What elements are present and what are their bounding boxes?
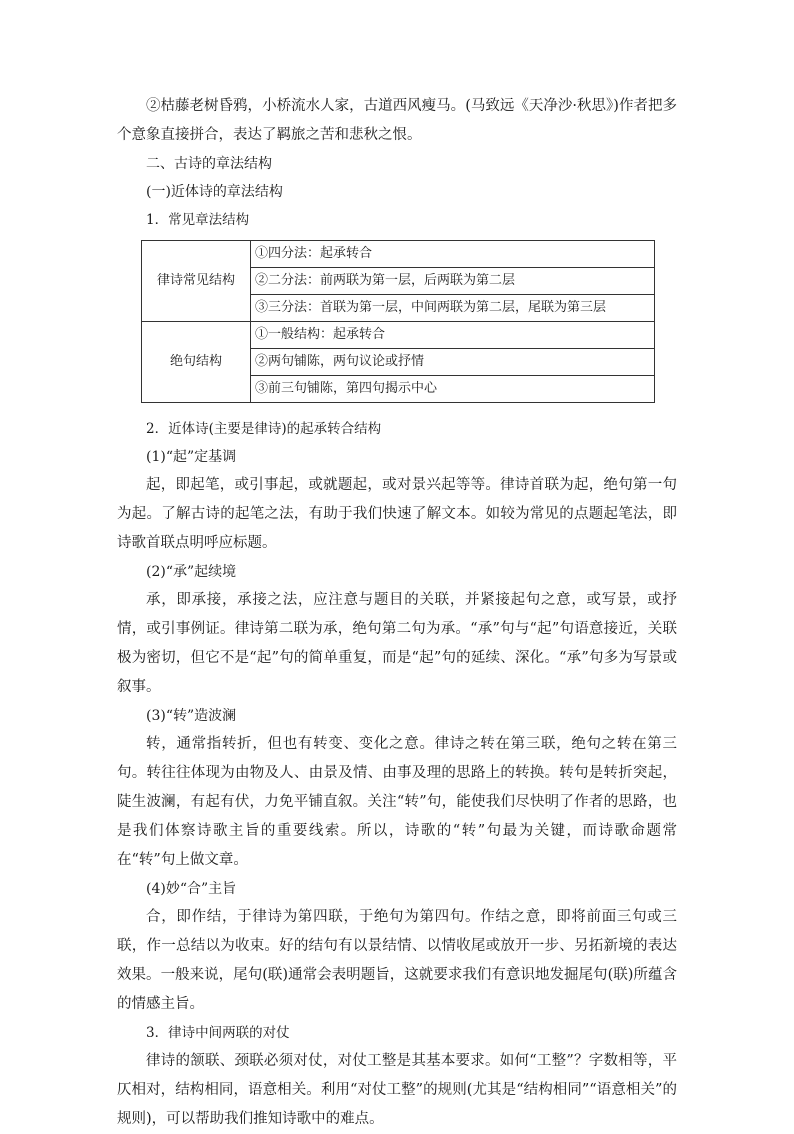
document-body [117, 92, 677, 1134]
table-cell: ②两句铺陈，两句议论或抒情 [251, 349, 655, 376]
item-heading-1: 1．常见章法结构 [146, 212, 250, 228]
subsection-heading: (一)近体诗的章法结构 [146, 184, 283, 200]
table-cell: ③前三句铺陈，第四句揭示中心 [251, 376, 655, 403]
table-cell: ①四分法：起承转合 [251, 241, 655, 268]
table-cell: ①一般结构：起承转合 [251, 322, 655, 349]
subheading-he: (4)妙“合”主旨 [146, 881, 237, 897]
item-heading-2: 2．近体诗(主要是律诗)的起承转合结构 [146, 421, 382, 437]
paragraph-duizhang: 律诗的颔联、颈联必须对仗，对仗工整是其基本要求。如何“工整”？字数相等，平仄相对，结构相同，语意相关。利用“对仗工整”的规则(尤其是“结构相同”“语意相关”的规则)，可以帮助我们推知诗歌中的难点。 [117, 1053, 677, 1127]
subheading-cheng: (2)“承”起续境 [146, 564, 237, 580]
table-cell: ②二分法：前两联为第一层，后两联为第二层 [251, 268, 655, 295]
subheading-zhuan: (3)“转”造波澜 [146, 708, 237, 724]
paragraph-qi: 起，即起笔，或引事起，或就题起，或对景兴起等等。律诗首联为起，绝句第一句为起。了解古诗的起笔之法，有助于我们快速了解文本。如较为常见的点题起笔法，即诗歌首联点明呼应标题。 [117, 477, 677, 551]
table-row [142, 241, 655, 268]
item-heading-3: 3．律诗中间两联的对仗 [146, 1025, 290, 1041]
subheading-qi: (1)“起”定基调 [146, 449, 237, 465]
table-cell: ③三分法：首联为第一层，中间两联为第二层，尾联为第三层 [251, 295, 655, 322]
section-heading: 二、古诗的章法结构 [146, 156, 272, 172]
structure-table [141, 240, 655, 403]
table-category-cell: 绝句结构 [142, 322, 251, 403]
paragraph-cheng: 承，即承接，承接之法，应注意与题目的关联，并紧接起句之意，或写景，或抒情，或引事例证。律诗第二联为承，绝句第二句为承。“承”句与“起”句语意接近，关联极为密切，但它不是“起”句的简单重复，而是“起”句的延续、深化。“承”句多为写景或叙事。 [117, 592, 677, 695]
table-row [142, 322, 655, 349]
paragraph-he: 合，即作结，于律诗为第四联，于绝句为第四句。作结之意，即将前面三句或三联，作一总结以为收束。好的结句有以景结情、以情收尾或放开一步、另拓新境的表达效果。一般来说，尾句(联)通常会表明题旨，这就要求我们有意识地发掘尾句(联)所蕴含的情感主旨。 [117, 909, 677, 1012]
paragraph-example-poem: ②枯藤老树昏鸦，小桥流水人家，古道西风瘦马。(马致远《天净沙·秋思》)作者把多个意象直接拼合，表达了羁旅之苦和悲秋之恨。 [117, 98, 677, 143]
paragraph-zhuan: 转，通常指转折，但也有转变、变化之意。律诗之转在第三联，绝句之转在第三句。转往往体现为由物及人、由景及情、由事及理的思路上的转换。转句是转折突起，陡生波澜，有起有伏，力免平铺直叙。关注“转”句，能使我们尽快明了作者的思路，也是我们体察诗歌主旨的重要线索。所以，诗歌的“转”句最为关键，而诗歌命题常在“转”句上做文章。 [117, 736, 677, 868]
table-category-cell: 律诗常见结构 [142, 241, 251, 322]
